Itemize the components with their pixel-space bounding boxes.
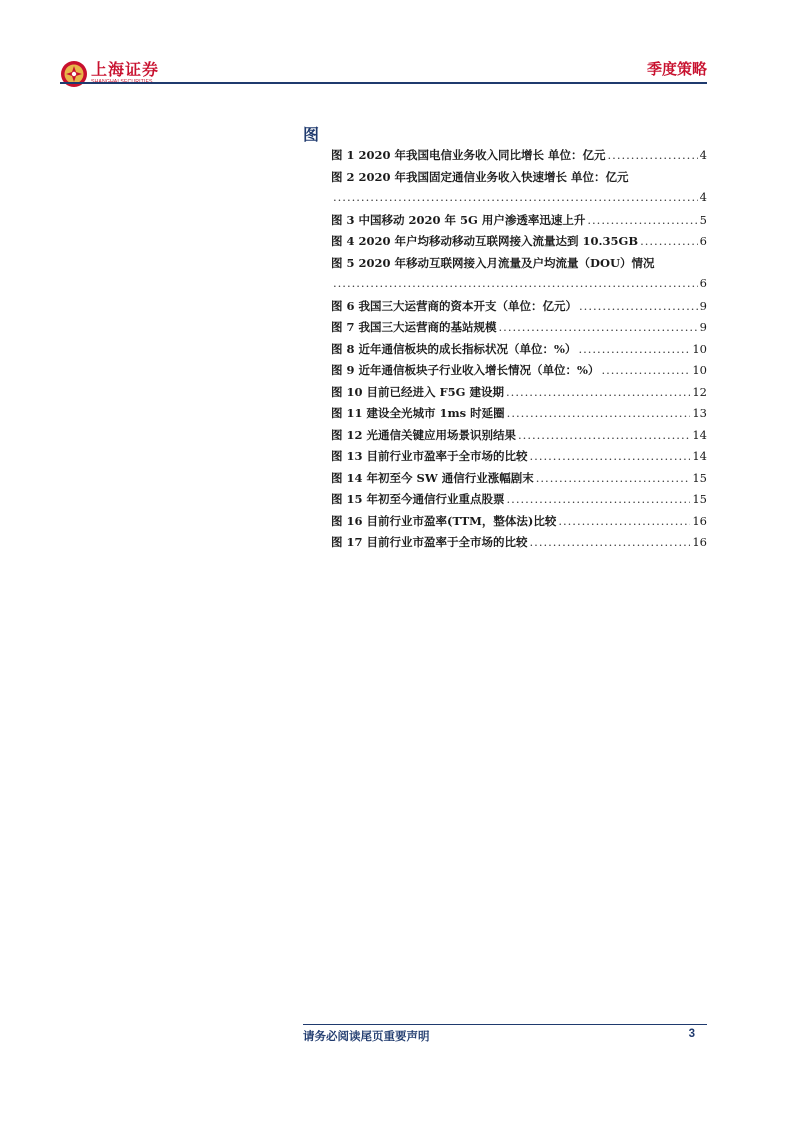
toc-leader-dots: [499, 320, 698, 334]
toc-entry[interactable]: [331, 147, 707, 169]
toc-entry-page: 15: [692, 470, 707, 485]
footer-disclaimer: 请务必阅读尾页重要声明: [303, 1029, 430, 1043]
toc-leader-dots: [608, 148, 698, 162]
toc-entry-title: 图 2 2020 年我国固定通信业务收入快速增长 单位：亿元: [331, 169, 629, 184]
toc-entry-title: 图 14 年初至今 SW 通信行业涨幅剧末: [331, 470, 534, 485]
toc-entry[interactable]: [331, 212, 707, 234]
header-divider: [60, 82, 707, 84]
toc-leader-dots: [506, 385, 690, 399]
toc-entry-page: 14: [692, 449, 707, 463]
toc-entry[interactable]: [331, 534, 707, 556]
toc-entry[interactable]: [331, 362, 707, 384]
toc-entry-title: 图 9 近年通信板块子行业收入增长情况（单位：%）: [331, 363, 600, 377]
toc-entry-title: 图 16 目前行业市盈率(TTM，整体法)比较: [331, 513, 557, 528]
toc-entry[interactable]: [331, 405, 707, 427]
toc-entry-page: 16: [692, 513, 707, 528]
figure-list-heading: 图: [303, 125, 320, 144]
report-type-label: 季度策略: [646, 60, 707, 78]
toc-entry-page: 4: [699, 148, 707, 162]
figure-list: [331, 147, 707, 556]
toc-entry[interactable]: [331, 448, 707, 470]
toc-entry-title: 图 13 目前行业市盈率于全市场的比较: [331, 449, 528, 463]
toc-entry-title: 图 17 目前行业市盈率于全市场的比较: [331, 535, 528, 549]
toc-entry-page: 16: [692, 535, 707, 549]
toc-entry[interactable]: [331, 233, 707, 255]
page-number: 3: [688, 1028, 695, 1040]
toc-entry-title: 图 3 中国移动 2020 年 5G 用户渗透率迅速上升: [331, 212, 586, 227]
toc-entry[interactable]: [331, 384, 707, 406]
toc-leader-dots: [587, 213, 697, 227]
toc-entry-title: 图 10 目前已经进入 F5G 建设期: [331, 384, 505, 399]
toc-entry-title: 图 11 建设全光城市 1ms 时延圈: [331, 406, 505, 420]
toc-entry-page: 6: [699, 234, 707, 248]
toc-leader-dots: [530, 535, 691, 549]
toc-leader-dots: [507, 492, 691, 506]
toc-entry-title: 图 1 2020 年我国电信业务收入同比增长 单位：亿元: [331, 148, 606, 162]
toc-entry-page: 9: [699, 298, 707, 313]
toc-leader-dots: [579, 299, 698, 313]
toc-entry-title: 图 4 2020 年户均移动移动互联网接入流量达到 10.35GB: [331, 234, 639, 248]
toc-leader-dots: [530, 449, 691, 463]
toc-entry-page: 10: [692, 363, 707, 377]
toc-leader-dots: [518, 428, 690, 442]
toc-leader-dots: [333, 190, 698, 204]
toc-leader-dots: [601, 363, 690, 377]
toc-entry[interactable]: [331, 341, 707, 363]
toc-entry[interactable]: [331, 319, 707, 341]
toc-entry-page: 13: [692, 406, 707, 420]
toc-entry[interactable]: [331, 190, 707, 212]
toc-leader-dots: [640, 234, 698, 248]
toc-entry[interactable]: [331, 470, 707, 492]
toc-entry[interactable]: [331, 298, 707, 320]
toc-leader-dots: [333, 276, 698, 290]
toc-leader-dots: [536, 471, 691, 485]
toc-entry-title: 图 5 2020 年移动互联网接入月流量及户均流量（DOU）情况: [331, 255, 655, 270]
toc-entry[interactable]: [331, 427, 707, 449]
toc-leader-dots: [507, 406, 691, 420]
toc-entry-page: 4: [699, 190, 707, 204]
toc-entry-page: 5: [699, 212, 707, 227]
toc-entry[interactable]: [331, 276, 707, 298]
toc-entry-page: 6: [699, 276, 707, 290]
toc-entry-title: 图 7 我国三大运营商的基站规模: [331, 320, 497, 334]
toc-entry-page: 12: [692, 384, 707, 399]
toc-leader-dots: [558, 514, 690, 528]
toc-entry[interactable]: [331, 255, 707, 277]
toc-entry-page: 9: [699, 320, 707, 334]
toc-entry-page: 14: [692, 427, 707, 442]
toc-entry-title: 图 6 我国三大运营商的资本开支（单位：亿元）: [331, 298, 578, 313]
logo-chinese-name: 上海证券: [91, 60, 160, 80]
toc-entry[interactable]: [331, 169, 707, 191]
toc-entry[interactable]: [331, 491, 707, 513]
toc-entry[interactable]: [331, 513, 707, 535]
toc-entry-title: 图 8 近年通信板块的成长指标状况（单位：%）: [331, 341, 577, 356]
toc-leader-dots: [578, 342, 690, 356]
footer-divider: [303, 1024, 707, 1025]
toc-entry-page: 15: [692, 492, 707, 506]
toc-entry-title: 图 12 光通信关键应用场景识别结果: [331, 427, 517, 442]
toc-entry-title: 图 15 年初至今通信行业重点股票: [331, 492, 505, 506]
toc-entry-page: 10: [692, 341, 707, 356]
